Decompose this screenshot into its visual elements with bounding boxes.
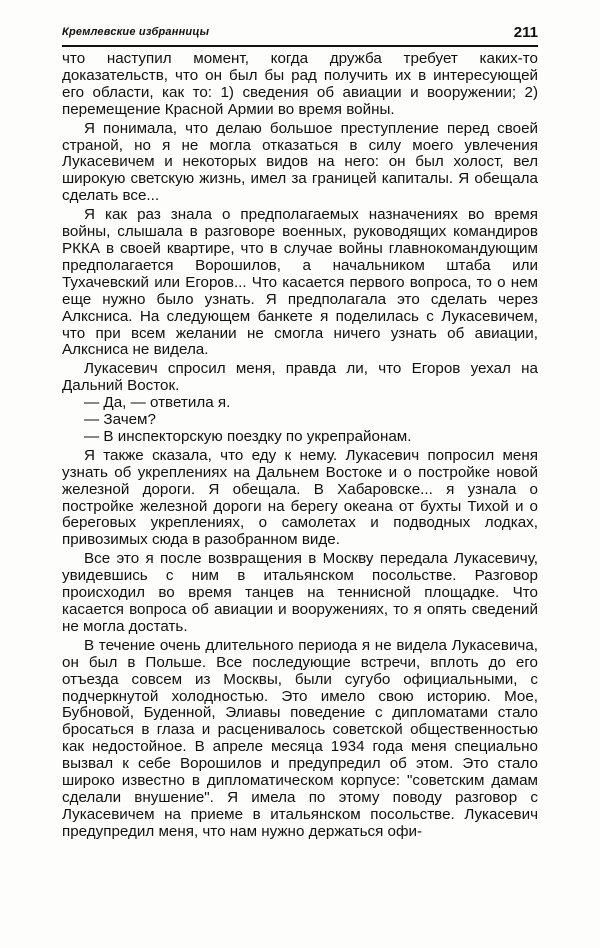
page-number: 211 bbox=[513, 24, 538, 41]
header-rule bbox=[62, 45, 538, 47]
body-text bbox=[62, 51, 538, 841]
running-title: Кремлевские избранницы bbox=[62, 26, 210, 38]
paragraph: Я как раз знала о предполагаемых назначениях во время войны, слышала в разговоре военных, руководящих командиров РККА в своей квартире, что в случае войны главнокомандующим предполагается Ворошилов, а начальником штаба или Тухачевский или Егоров... Что касается первого вопроса, то о нем еще нужно было узнать. Я предполагала это сделать через Алксниса. На следующем банкете я поделилась с Лукасевичем, что при всем желании не смогла ничего узнать об авиации, Алксниса не видела. bbox=[62, 206, 538, 359]
dialogue-line: — Да, — ответила я. bbox=[84, 394, 231, 412]
page-header bbox=[62, 24, 538, 42]
paragraph: В течение очень длительного периода я не видела Лукасевича, он был в Польше. Все последующие встречи, вплоть до его отъезда совсем из Москвы, были сугубо официальными, с подчеркнутой холодностью. Это имело свою историю. Мое, Бубновой, Буденной, Элиавы поведение с дипломатами стало бросаться в глаза и расценивалось советской общественностью как недостойное. В апреле месяца 1934 года меня специально вызвал к себе Ворошилов и предупредил об этом. Это стало широко известно в дипломатическом корпусе: "советским дамам сделали внушение". Я имела по этому поводу разговор с Лукасевичем на приеме в итальянском посольстве. Лукасевич предупредил меня, что нам нужно держаться офи- bbox=[62, 636, 538, 840]
paragraph: Я также сказала, что еду к нему. Лукасевич попросил меня узнать об укреплениях на Дальнем Востоке и о постройке новой железной дороги. Я обещала. В Хабаровске... я узнала о постройке железной дороги на берегу океана от бухты Тихой и о береговых укреплениях, о самолетах и подводных лодках, привозимых сюда в разобранном виде. bbox=[62, 446, 538, 549]
paragraph: что наступил момент, когда дружба требует каких-то доказательств, что он был бы рад получить их в интересующей его области, как то: 1) сведения об авиации и вооружении; 2) перемещение Красной Армии во время войны. bbox=[62, 50, 538, 118]
dialogue-line: — Зачем? bbox=[84, 411, 156, 429]
paragraph: Лукасевич спросил меня, правда ли, что Егоров уехал на Дальний Восток. bbox=[62, 360, 538, 395]
paragraph: Все это я после возвращения в Москву передала Лукасевичу, увидевшись с ним в итальянском посольстве. Разговор происходил во время танцев на теннисной площадке. Что касается вопроса об авиации и вооружениях, то я опять сведений не могла достать. bbox=[62, 550, 538, 635]
dialogue-line: — В инспекторскую поездку по укрепрайонам. bbox=[84, 427, 412, 445]
paragraph: Я понимала, что делаю большое преступление перед своей страной, но я не могла отказаться в силу моего увлечения Лукасевичем и некоторых видов на него: он был холост, вел широкую светскую жизнь, имел за границей капиталы. Я обещала сделать все... bbox=[62, 119, 538, 205]
